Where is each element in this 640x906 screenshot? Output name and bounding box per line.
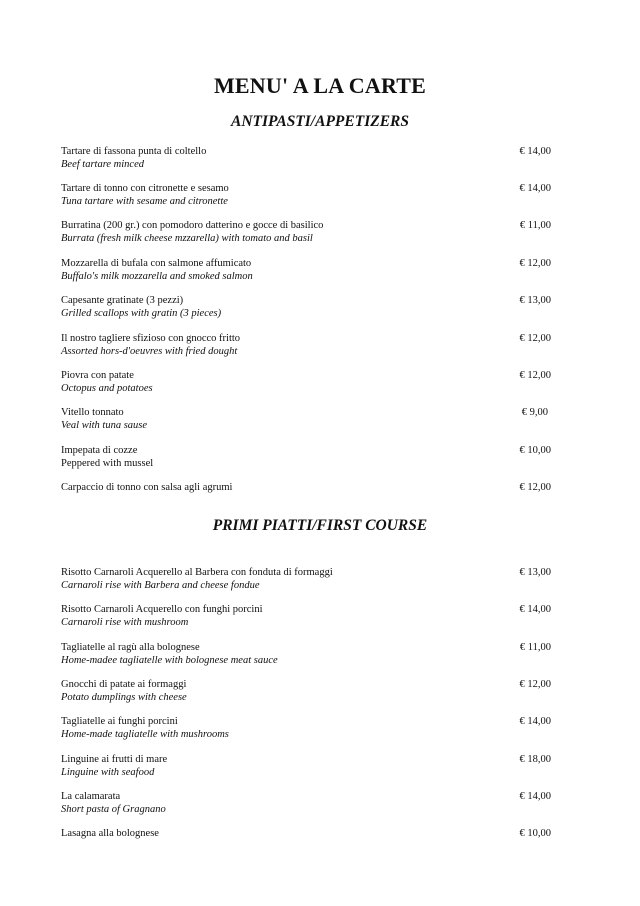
item-price: € 12,00 bbox=[519, 333, 551, 344]
item-name-en: Octopus and potatoes bbox=[61, 383, 153, 394]
menu-item bbox=[61, 567, 551, 597]
menu-item bbox=[61, 754, 551, 784]
item-name-it: Burratina (200 gr.) con pomodoro datterino e gocce di basilico bbox=[61, 220, 324, 231]
item-name-it: Capesante gratinate (3 pezzi) bbox=[61, 295, 184, 306]
item-name-it: Tagliatelle ai funghi porcini bbox=[61, 716, 178, 727]
menu-item bbox=[61, 258, 551, 288]
item-name-en: Potato dumplings with cheese bbox=[61, 692, 187, 703]
menu-item bbox=[61, 716, 551, 746]
item-name-en: Short pasta of Gragnano bbox=[61, 804, 166, 815]
item-price: € 12,00 bbox=[519, 370, 551, 381]
item-name-en: Linguine with seafood bbox=[61, 767, 155, 778]
item-price: € 14,00 bbox=[519, 146, 551, 157]
menu-item bbox=[61, 679, 551, 709]
item-name-en: Beef tartare minced bbox=[61, 159, 145, 170]
item-name-it: La calamarata bbox=[61, 791, 121, 802]
item-name-it: Il nostro tagliere sfizioso con gnocco fritto bbox=[61, 333, 241, 344]
menu-item bbox=[61, 146, 551, 176]
item-price: € 12,00 bbox=[519, 482, 551, 493]
item-price: € 11,00 bbox=[519, 642, 551, 653]
item-name-it: Risotto Carnaroli Acquerello con funghi porcini bbox=[61, 604, 263, 615]
item-name-it: Impepata di cozze bbox=[61, 445, 138, 456]
item-name-en: Home-madee tagliatelle with bolognese meat sauce bbox=[61, 655, 278, 666]
item-name-en: Tuna tartare with sesame and citronette bbox=[61, 196, 228, 207]
item-name-en: Home-made tagliatelle with mushrooms bbox=[61, 729, 229, 740]
item-name-en: Burrata (fresh milk cheese mzzarella) with tomato and basil bbox=[61, 233, 313, 244]
section-title-antipasti: ANTIPASTI/APPETIZERS bbox=[231, 113, 409, 130]
menu-item bbox=[61, 183, 551, 213]
item-price: € 12,00 bbox=[519, 258, 551, 269]
item-price: € 10,00 bbox=[519, 828, 551, 839]
item-name-it: Risotto Carnaroli Acquerello al Barbera con fonduta di formaggi bbox=[61, 567, 333, 578]
menu-item bbox=[61, 220, 551, 250]
item-name-it: Carpaccio di tonno con salsa agli agrumi bbox=[61, 482, 233, 493]
item-name-it: Gnocchi di patate ai formaggi bbox=[61, 679, 187, 690]
item-price: € 14,00 bbox=[519, 791, 551, 802]
item-name-it: Mozzarella di bufala con salmone affumicato bbox=[61, 258, 252, 269]
item-price: € 13,00 bbox=[519, 295, 551, 306]
item-name-en: Peppered with mussel bbox=[61, 458, 154, 469]
item-name-it: Piovra con patate bbox=[61, 370, 134, 381]
item-name-en: Carnaroli rise with Barbera and cheese fondue bbox=[61, 580, 260, 591]
item-price: € 12,00 bbox=[519, 679, 551, 690]
item-price: € 13,00 bbox=[519, 567, 551, 578]
item-name-en: Carnaroli rise with mushroom bbox=[61, 617, 189, 628]
item-price: € 11,00 bbox=[519, 220, 551, 231]
item-price: € 10,00 bbox=[519, 445, 551, 456]
item-price: € 14,00 bbox=[519, 183, 551, 194]
item-name-en: Assorted hors-d'oeuvres with fried dought bbox=[61, 346, 238, 357]
item-name-en: Buffalo's milk mozzarella and smoked salmon bbox=[61, 271, 253, 282]
item-name-it: Lasagna alla bolognese bbox=[61, 828, 159, 839]
menu-item bbox=[61, 445, 551, 475]
item-name-en: Veal with tuna sause bbox=[61, 420, 148, 431]
item-name-it: Linguine ai frutti di mare bbox=[61, 754, 168, 765]
menu-item bbox=[61, 828, 551, 858]
menu-item bbox=[61, 333, 551, 363]
menu-item bbox=[61, 604, 551, 634]
menu-item bbox=[61, 295, 551, 325]
item-price: € 18,00 bbox=[519, 754, 551, 765]
item-name-it: Tartare di fassona punta di coltello bbox=[61, 146, 207, 157]
menu-item bbox=[61, 642, 551, 672]
menu-item bbox=[61, 370, 551, 400]
item-price: € 14,00 bbox=[519, 604, 551, 615]
item-name-en: Grilled scallops with gratin (3 pieces) bbox=[61, 308, 222, 319]
item-price: € 9,00 bbox=[521, 407, 548, 418]
page-title: MENU' A LA CARTE bbox=[213, 73, 427, 98]
item-price: € 14,00 bbox=[519, 716, 551, 727]
item-name-it: Tagliatelle al ragù alla bolognese bbox=[61, 642, 200, 653]
item-name-it: Tartare di tonno con citronette e sesamo bbox=[61, 183, 229, 194]
menu-item bbox=[61, 791, 551, 821]
section-title-primi: PRIMI PIATTI/FIRST COURSE bbox=[212, 517, 428, 534]
menu-item bbox=[61, 482, 551, 512]
item-name-it: Vitello tonnato bbox=[61, 407, 124, 418]
menu-item bbox=[61, 407, 551, 437]
